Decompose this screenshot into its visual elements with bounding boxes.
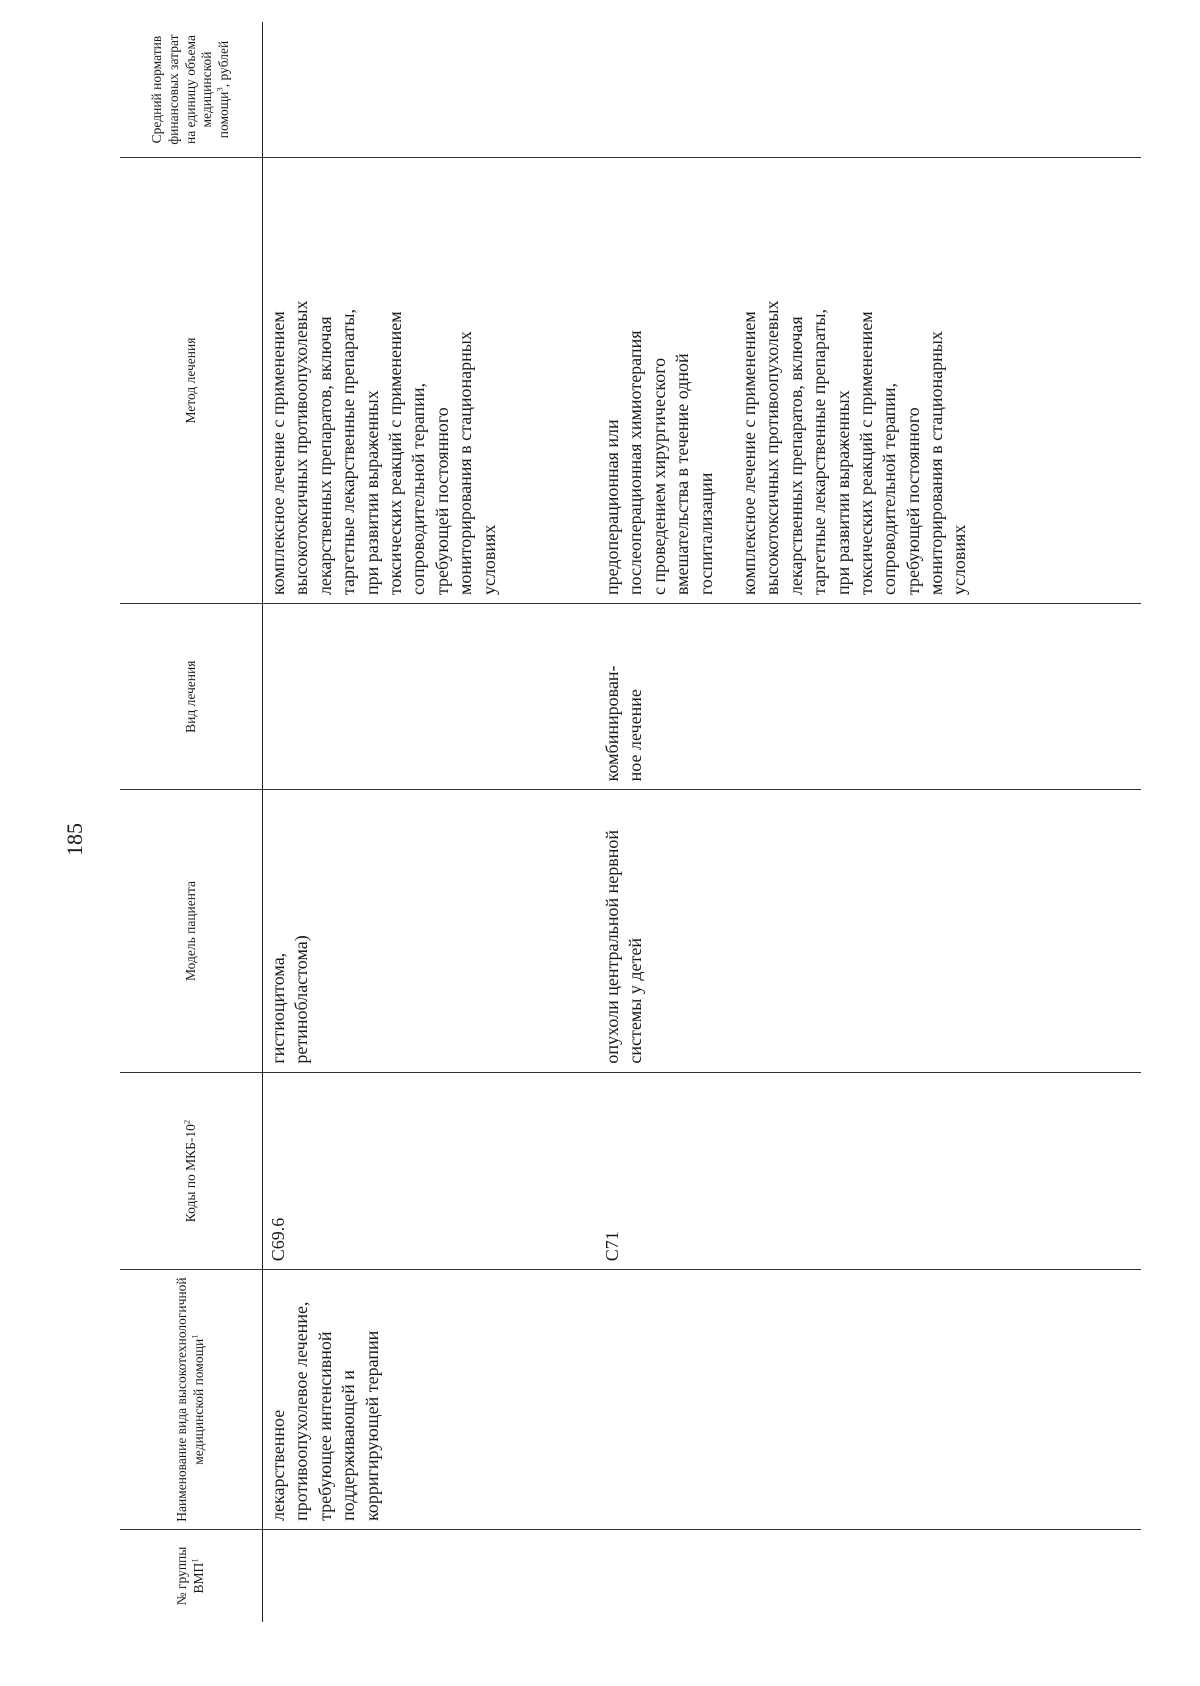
header-treatment-type: Вид лечения: [120, 604, 263, 790]
method-item: комплексное лечение с применением высокотоксичных противоопухолевых лекарственных препаратов, включая таргетные лекарственные препараты, при развитии выраженных токсических реакций с применением сопроводительной терапии, требующей постоянного мониторирования в стационарных условиях: [738, 300, 970, 596]
header-treatment-method: Метод лечения: [120, 158, 263, 604]
cell-care-type-name: [597, 1270, 1141, 1530]
header-group-number: № группы ВМП$^1$: [120, 1529, 263, 1622]
cell-patient-model: опухоли центральной нервной системы у детей: [597, 790, 1141, 1072]
cell-treatment-type: комбинирован- ное лечение: [597, 604, 1141, 790]
cell-average-cost: [597, 22, 1141, 158]
cell-icd-code: C69.6: [263, 1072, 598, 1270]
cell-patient-model: гистиоцитома, ретинобластома): [263, 790, 598, 1072]
header-icd-codes: Коды по МКБ-$10^2$: [120, 1072, 263, 1270]
table-header-row: [120, 22, 263, 1622]
cell-group-number: [263, 1529, 598, 1622]
cell-treatment-method: комплексное лечение с применением высокотоксичных противоопухолевых лекарственных препаратов, включая таргетные лекарственные препараты, при развитии выраженных токсических реакций с применением сопроводительной терапии, требующей постоянного мониторирования в стационарных условиях: [263, 158, 598, 604]
cell-average-cost: [263, 22, 598, 158]
cell-group-number: [597, 1529, 1141, 1622]
cell-treatment-type: [263, 604, 598, 790]
page-number: 185: [62, 823, 87, 856]
cell-treatment-method: [597, 158, 1141, 604]
header-patient-model: Модель пациента: [120, 790, 263, 1072]
header-average-cost: Средний норматив финансовых затрат на единицу объема медицинской помощи$^3$, рублей: [120, 22, 263, 158]
treatment-table: [120, 22, 1141, 1622]
table-row: [263, 22, 598, 1622]
header-care-type-name: Наименование вида высокотехнологичной медицинской помощи$^1$: [120, 1270, 263, 1530]
table-row: [597, 22, 1141, 1622]
cell-care-type-name: лекарственное противоопухолевое лечение, требующее интенсивной поддерживающей и корригирующей терапии: [263, 1270, 598, 1530]
cell-icd-code: C71: [597, 1072, 1141, 1270]
method-item: предоперационная или послеоперационная химиотерапия с проведением хирургического вмешательства в течение одной госпитализации: [602, 330, 716, 596]
